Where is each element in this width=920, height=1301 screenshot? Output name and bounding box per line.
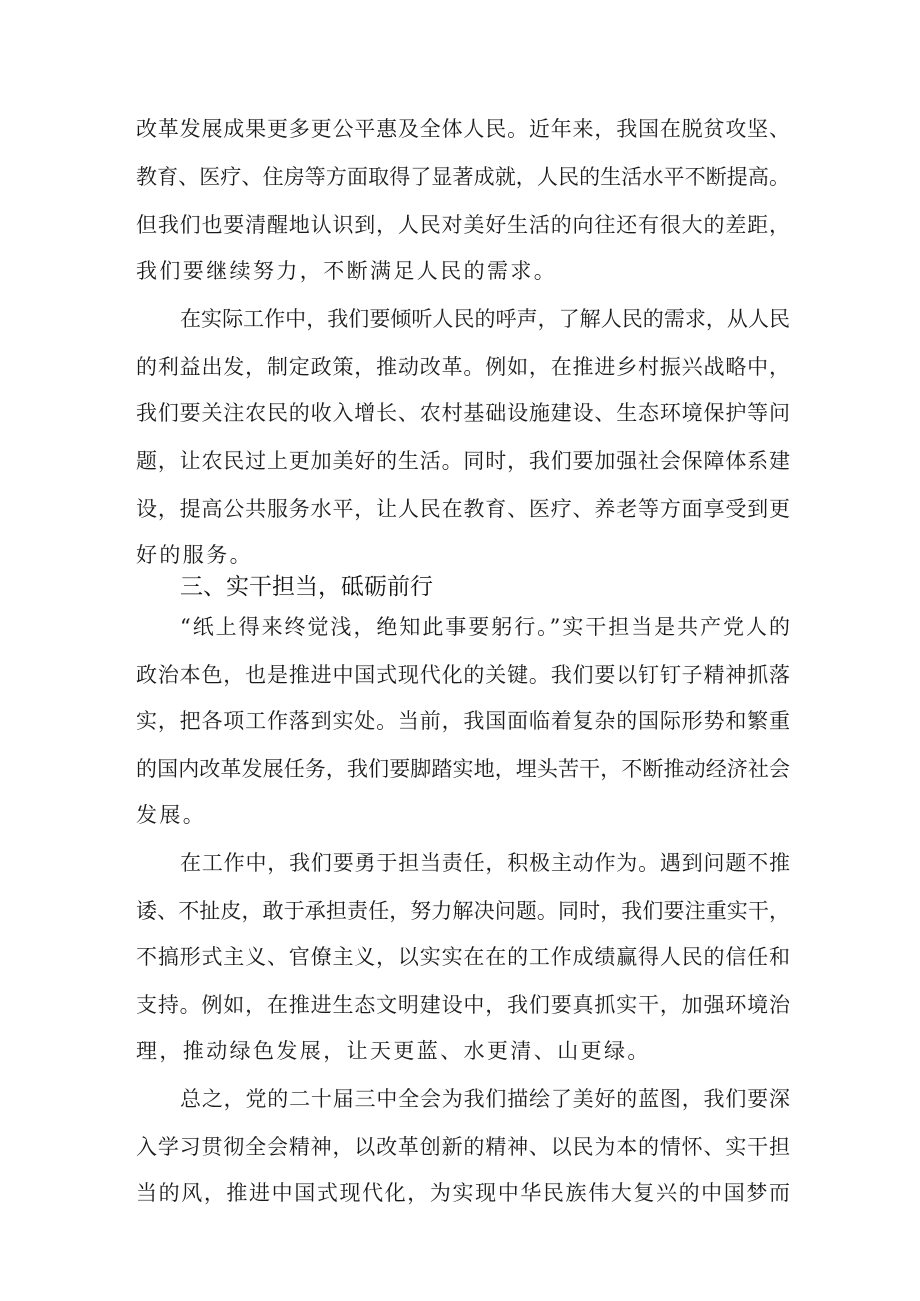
text-line: 在实际工作中，我们要倾听人民的呼声，了解人民的需求，从人民 xyxy=(180,307,791,331)
text-line: 的利益出发，制定政策，推动改革。例如，在推进乡村振兴战略中， xyxy=(136,355,791,379)
text-line: 题，让农民过上更加美好的生活。同时，我们要加强社会保障体系建 xyxy=(136,449,791,473)
text-line: 入学习贯彻全会精神，以改革创新的精神、以民为本的情怀、实干担 xyxy=(136,1135,791,1159)
text-line: 政治本色，也是推进中国式现代化的关键。我们要以钉钉子精神抓落 xyxy=(136,663,791,687)
text-line: 设，提高公共服务水平，让人民在教育、医疗、养老等方面享受到更 xyxy=(136,497,791,521)
text-line: 当的风，推进中国式现代化，为实现中华民族伟大复兴的中国梦而 xyxy=(136,1181,792,1205)
text-line: “纸上得来终觉浅，绝知此事要躬行。”实干担当是共产党人的 xyxy=(180,615,792,639)
text-line: 改革发展成果更多更公平惠及全体人民。近年来，我国在脱贫攻坚、 xyxy=(136,117,791,141)
text-line: 发展。 xyxy=(136,803,207,827)
text-line: 不搞形式主义、官僚主义，以实实在在的工作成绩赢得人民的信任和 xyxy=(136,945,791,969)
text-line: 实，把各项工作落到实处。当前，我国面临着复杂的国际形势和繁重 xyxy=(136,709,791,733)
text-line: 的国内改革发展任务，我们要脚踏实地，埋头苦干，不断推动经济社会 xyxy=(136,757,791,781)
text-line: 好的服务。 xyxy=(136,543,253,567)
text-line: 但我们也要清醒地认识到，人民对美好生活的向往还有很大的差距， xyxy=(136,213,791,237)
text-line: 我们要继续努力，不断满足人民的需求。 xyxy=(136,259,558,283)
text-line: 总之，党的二十届三中全会为我们描绘了美好的蓝图，我们要深 xyxy=(180,1087,791,1111)
text-line: 在工作中，我们要勇于担当责任，积极主动作为。遇到问题不推 xyxy=(180,851,791,875)
text-line: 支持。例如，在推进生态文明建设中，我们要真抓实干，加强环境治 xyxy=(136,993,791,1017)
text-line: 教育、医疗、住房等方面取得了显著成就，人民的生活水平不断提高。 xyxy=(136,165,791,189)
text-line: 理，推动绿色发展，让天更蓝、水更清、山更绿。 xyxy=(136,1039,651,1063)
section-heading: 三、实干担当，砥砺前行 xyxy=(180,574,433,600)
text-line: 我们要关注农民的收入增长、农村基础设施建设、生态环境保护等问 xyxy=(136,401,791,425)
text-line: 诿、不扯皮，敢于承担责任，努力解决问题。同时，我们要注重实干， xyxy=(136,899,791,923)
